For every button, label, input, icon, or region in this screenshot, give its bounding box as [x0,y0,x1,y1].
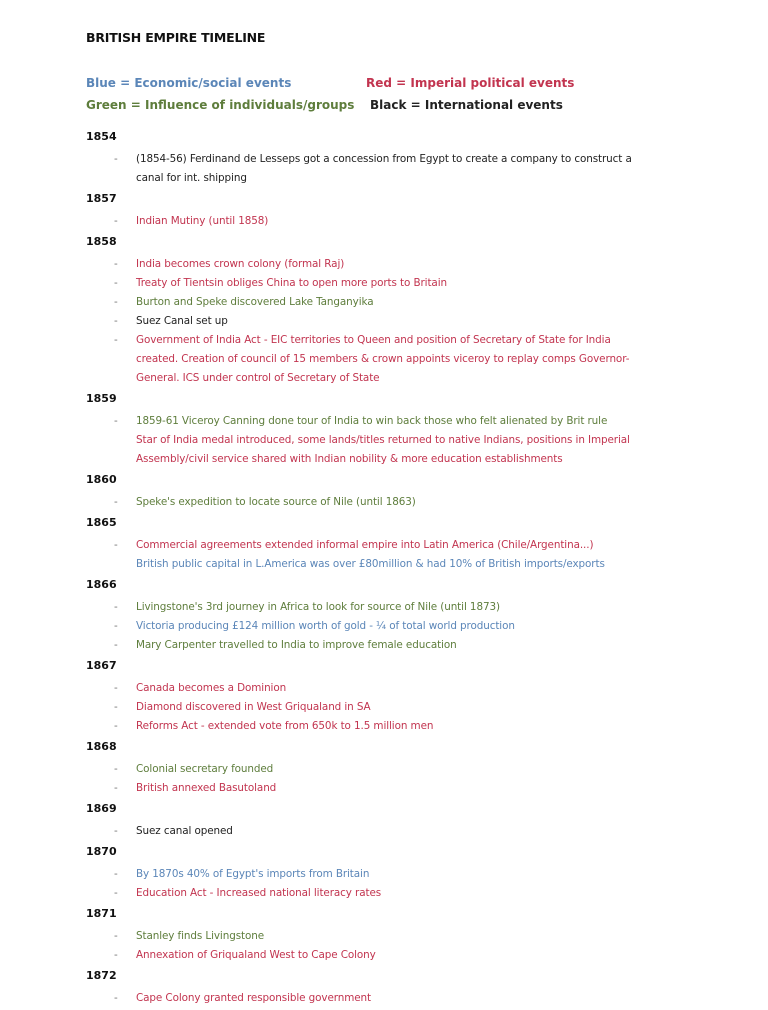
event-text: Speke's expedition to locate source of Nile (until 1863) [136,496,416,508]
timeline-event [86,865,686,884]
timeline-event [86,169,686,188]
timeline-event [86,946,686,965]
event-text: British annexed Basutoland [136,782,277,794]
timeline-event [86,717,686,736]
timeline-event [86,989,686,1008]
year-heading: 1858 [86,235,117,248]
timeline-event [86,331,686,350]
bullet-dash: - [114,949,118,961]
year-heading: 1871 [86,907,117,920]
bullet-dash: - [114,930,118,942]
bullet-dash: - [114,887,118,899]
bullet-dash: - [114,153,118,165]
year-group [86,471,686,512]
bullet-dash: - [114,620,118,632]
event-text: Reforms Act - extended vote from 650k to 1.5 million men [136,720,434,732]
event-subtext: Assembly/civil service shared with Indian nobility & more education establishments [136,453,563,465]
year-group [86,657,686,736]
event-text: Commercial agreements extended informal empire into Latin America (Chile/Argentina...) [136,539,594,551]
timeline-event [86,412,686,431]
timeline-event [86,927,686,946]
event-text: Colonial secretary founded [136,763,274,775]
event-text: General. ICS under control of Secretary of State [136,372,380,384]
year-heading: 1866 [86,578,117,591]
timeline-event [86,884,686,903]
event-text: Annexation of Griqualand West to Cape Colony [136,949,376,961]
year-group [86,905,686,965]
event-text: (1854-56) Ferdinand de Lesseps got a concession from Egypt to create a company to construct a [136,153,632,165]
event-text: created. Creation of council of 15 members & crown appoints viceroy to replay comps Governor- [136,353,630,365]
year-heading: 1860 [86,473,117,486]
year-heading: 1870 [86,845,117,858]
event-text: canal for int. shipping [136,172,247,184]
timeline-event [86,350,686,369]
year-heading: 1865 [86,516,117,529]
timeline-event [86,369,686,388]
bullet-dash: - [114,682,118,694]
year-heading: 1872 [86,969,117,982]
timeline-event [86,636,686,655]
timeline [86,128,686,1010]
event-text: Cape Colony granted responsible government [136,992,372,1004]
bullet-dash: - [114,701,118,713]
event-text: By 1870s 40% of Egypt's imports from Britain [136,868,370,880]
bullet-dash: - [114,825,118,837]
year-group [86,128,686,188]
event-text: Burton and Speke discovered Lake Tanganyika [136,296,374,308]
year-heading: 1857 [86,192,117,205]
event-subtext: Star of India medal introduced, some lands/titles returned to native Indians, positions in Imperial [136,434,630,446]
timeline-event [86,293,686,312]
year-group [86,514,686,574]
bullet-dash: - [114,258,118,270]
year-group [86,576,686,655]
timeline-event [86,493,686,512]
year-group [86,390,686,469]
timeline-event [86,698,686,717]
bullet-dash: - [114,296,118,308]
bullet-dash: - [114,277,118,289]
bullet-dash: - [114,315,118,327]
event-text: Indian Mutiny (until 1858) [136,215,269,227]
bullet-dash: - [114,215,118,227]
bullet-dash: - [114,639,118,651]
timeline-event [86,822,686,841]
year-heading: 1867 [86,659,117,672]
bullet-dash: - [114,539,118,551]
event-text: Canada becomes a Dominion [136,682,287,694]
bullet-dash: - [114,763,118,775]
event-text: Suez canal opened [136,825,233,837]
year-group [86,190,686,231]
bullet-dash: - [114,782,118,794]
timeline-event [86,598,686,617]
year-heading: 1869 [86,802,117,815]
year-group [86,233,686,388]
bullet-dash: - [114,868,118,880]
bullet-dash: - [114,601,118,613]
legend-red: Red = Imperial political events [366,76,575,90]
event-text: Treaty of Tientsin obliges China to open more ports to Britain [136,277,447,289]
event-text: Suez Canal set up [136,315,228,327]
legend-blue: Blue = Economic/social events [86,76,292,90]
bullet-dash: - [114,992,118,1004]
timeline-event [86,679,686,698]
event-text: Diamond discovered in West Griqualand in SA [136,701,371,713]
timeline-event [86,274,686,293]
year-group [86,800,686,841]
year-heading: 1868 [86,740,117,753]
timeline-event [86,255,686,274]
event-text: Mary Carpenter travelled to India to improve female education [136,639,457,651]
year-heading: 1859 [86,392,117,405]
event-text: India becomes crown colony (formal Raj) [136,258,345,270]
bullet-dash: - [114,720,118,732]
bullet-dash: - [114,334,118,346]
timeline-event [86,212,686,231]
event-text: Education Act - Increased national literacy rates [136,887,382,899]
timeline-event [86,150,686,169]
page-title: BRITISH EMPIRE TIMELINE [86,30,266,45]
year-group [86,967,686,1008]
timeline-event [86,617,686,636]
event-text: Victoria producing £124 million worth of gold - ¼ of total world production [136,620,515,632]
year-group [86,843,686,903]
timeline-event [86,312,686,331]
timeline-event [86,760,686,779]
event-text: 1859-61 Viceroy Canning done tour of India to win back those who felt alienated by Brit rule [136,415,608,427]
timeline-event [86,779,686,798]
event-subtext: British public capital in L.America was over £80million & had 10% of British imports/exports [136,558,605,570]
legend-black: Black = International events [370,98,563,112]
bullet-dash: - [114,496,118,508]
event-text: Government of India Act - EIC territories to Queen and position of Secretary of State for India [136,334,611,346]
legend-green: Green = Influence of individuals/groups [86,98,355,112]
bullet-dash: - [114,415,118,427]
timeline-event [86,536,686,555]
year-heading: 1854 [86,130,117,143]
event-text: Livingstone's 3rd journey in Africa to look for source of Nile (until 1873) [136,601,500,613]
year-group [86,738,686,798]
event-text: Stanley finds Livingstone [136,930,265,942]
